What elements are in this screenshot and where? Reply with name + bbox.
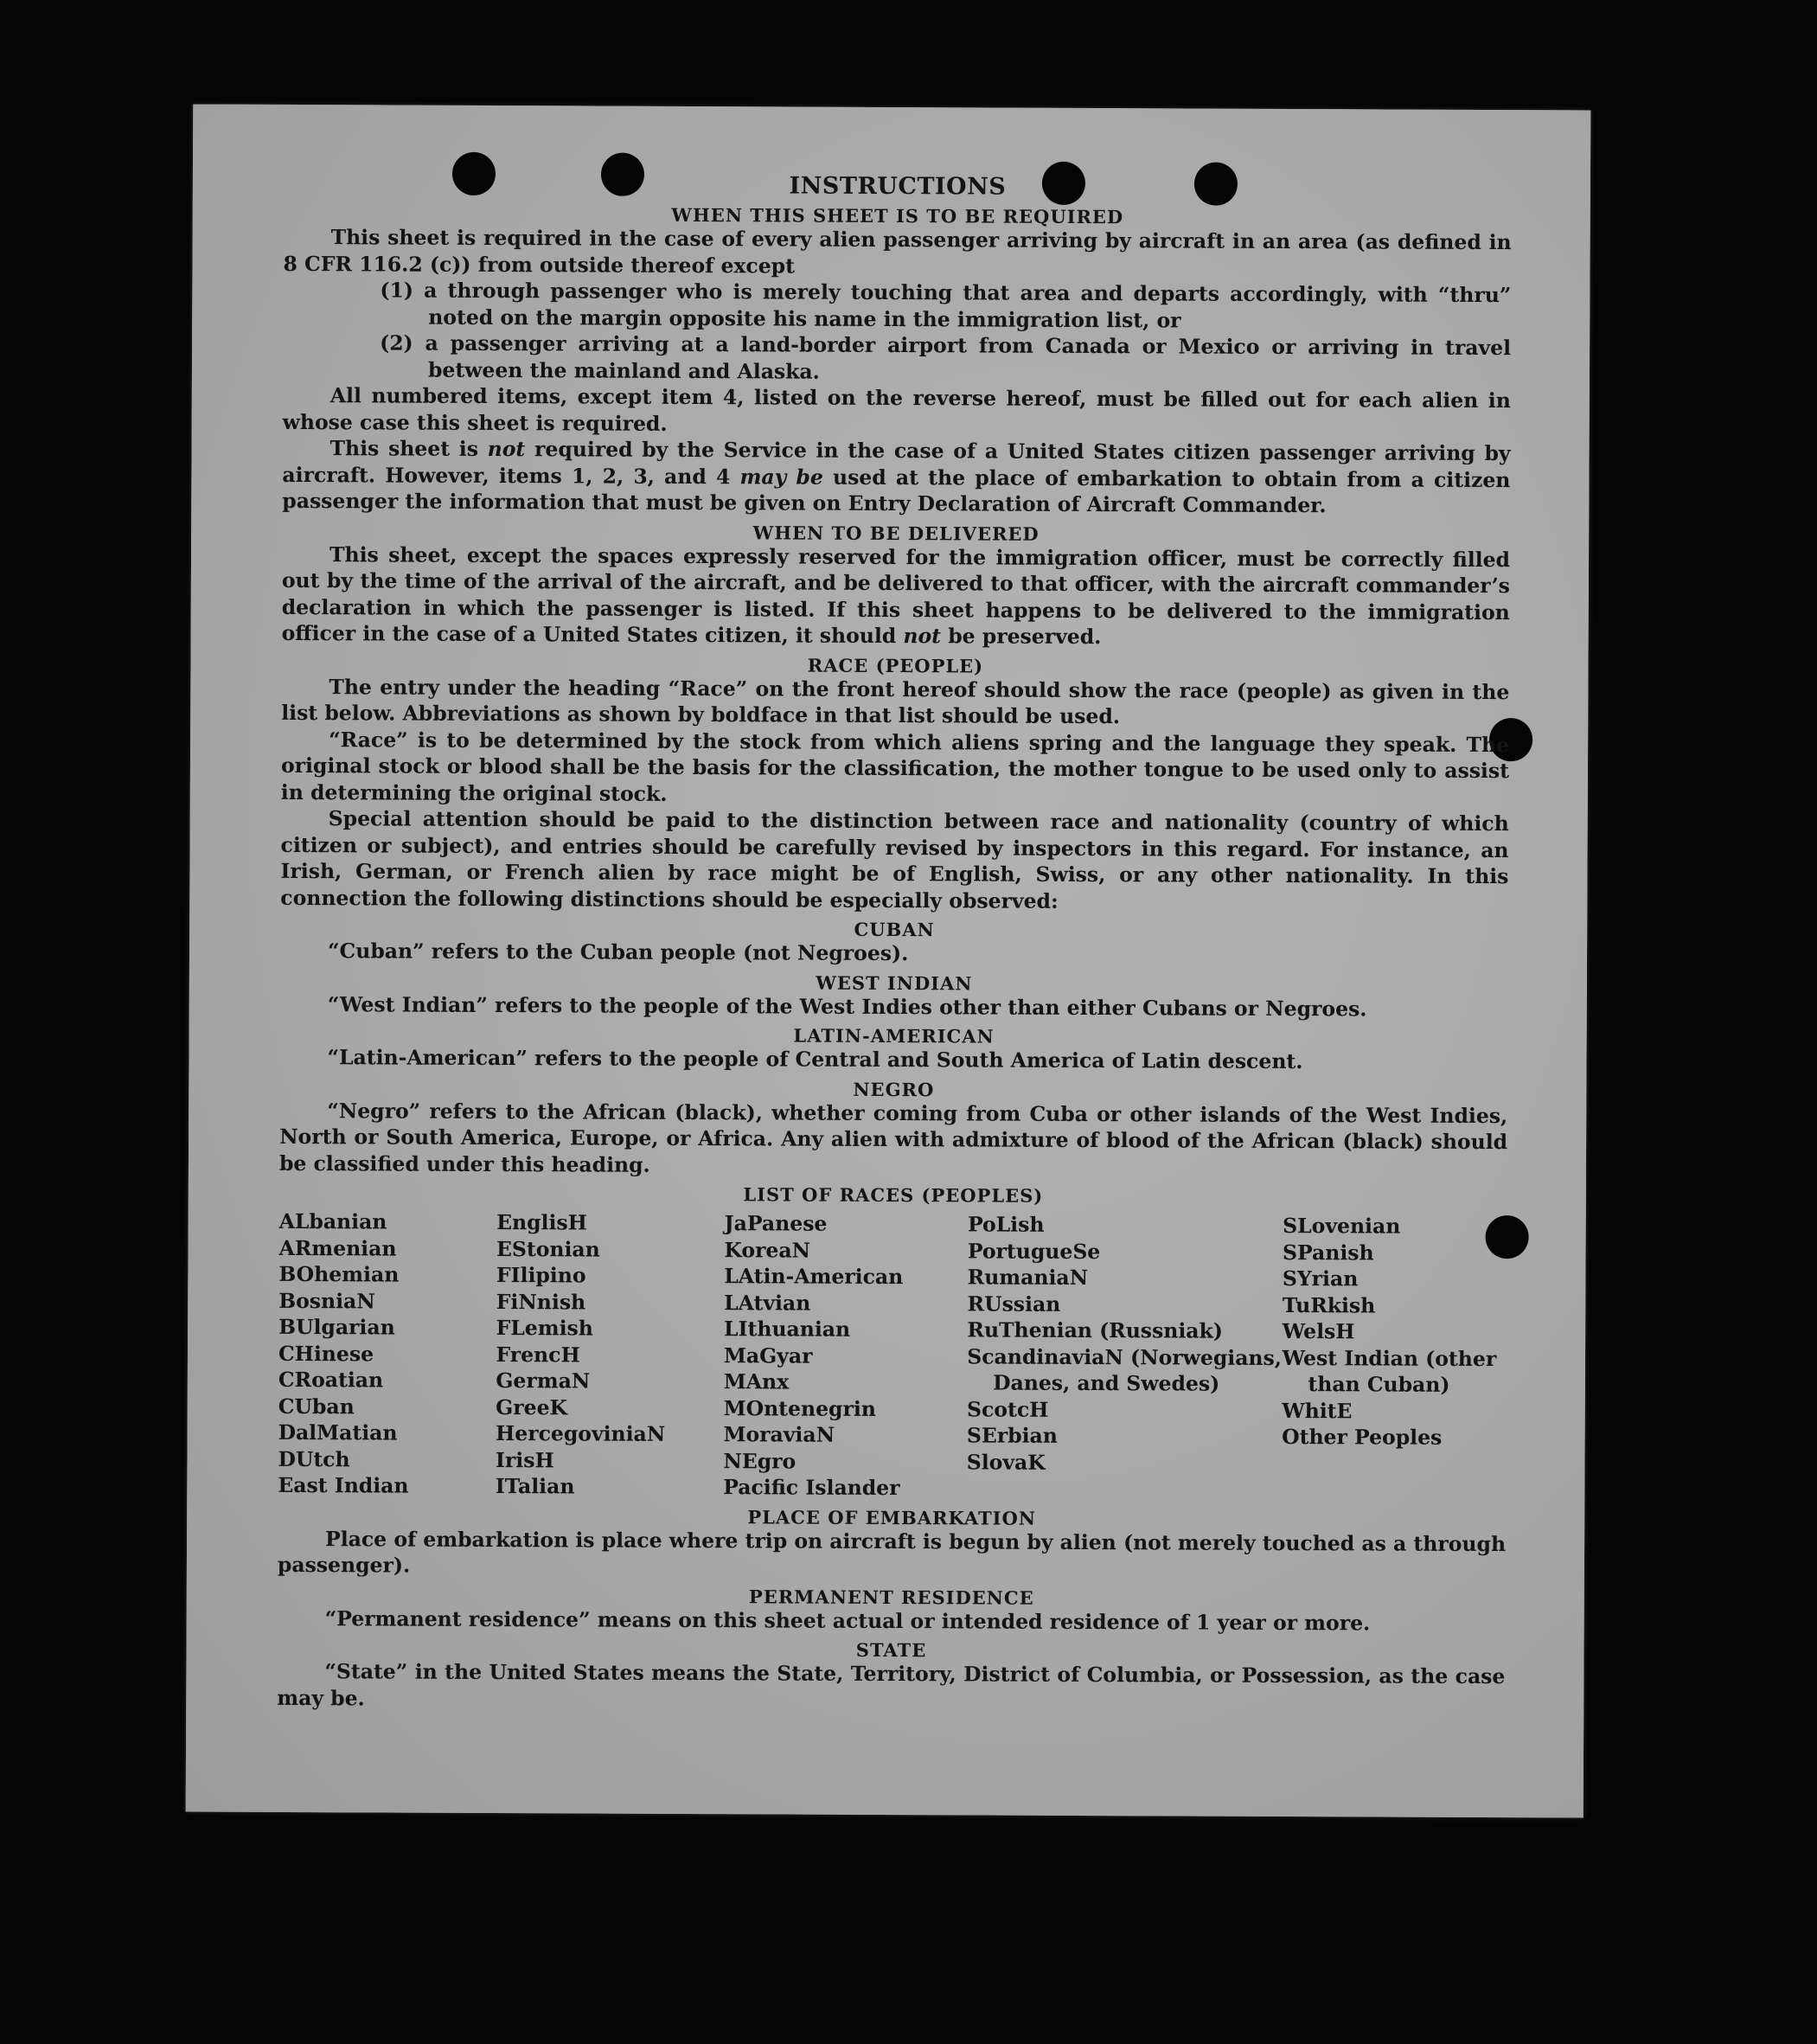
document-sheet xyxy=(186,104,1591,1817)
list-item: (2) a passenger arriving at a land-border airport from Canada or Mexico or arriving in travel between the mainland and Alaska. xyxy=(380,330,1512,384)
race-entry: DalMatian xyxy=(278,1419,398,1445)
races-column xyxy=(496,1209,725,1501)
race-entry: BosniaN xyxy=(278,1288,375,1313)
paragraph: “Race” is to be determined by the stock from which aliens spring and the language they speak. The original stock or blood shall be the basis for the classification, the mother tongue to be used only to assist in determining the original stock. xyxy=(280,727,1510,806)
race-entry: KoreaN xyxy=(724,1237,811,1263)
race-entry: IrisH xyxy=(495,1447,554,1472)
paragraph: “Latin-American” refers to the people of Central and South America of Latin descent. xyxy=(327,1045,1303,1074)
heading-when-required: WHEN THIS SHEET IS TO BE REQUIRED xyxy=(671,203,1124,228)
race-entry: HercegoviniaN xyxy=(496,1421,666,1446)
race-entry: GermaN xyxy=(496,1368,591,1394)
paragraph: “Permanent residence” means on this sheet actual or intended residence of 1 year or more. xyxy=(324,1605,1371,1635)
race-entry: DUtch xyxy=(278,1446,350,1471)
race-entry: WelsH xyxy=(1282,1318,1355,1344)
paragraph: “Cuban” refers to the Cuban people (not Negroes). xyxy=(327,939,909,966)
races-list xyxy=(278,1208,1507,1504)
races-column xyxy=(967,1211,1283,1503)
race-entry: EnglisH xyxy=(496,1210,587,1235)
paragraph: This sheet is not required by the Service in the case of a United States citizen passenger arriving by aircraft. However, items 1, 2, 3, and 4 may be used at the place of embarkation to obtain from a citizen passenger the information that must be given on Entry Declaration of Aircraft Commander. xyxy=(282,436,1511,518)
race-entry: ALbanian xyxy=(278,1208,387,1234)
race-entry: SlovaK xyxy=(966,1449,1046,1475)
race-entry: West Indian (other than Cuban) xyxy=(1282,1345,1497,1397)
race-entry: MOntenegrin xyxy=(723,1395,876,1421)
race-entry: PortugueSe xyxy=(967,1238,1101,1264)
race-entry: MaGyar xyxy=(723,1342,813,1368)
race-entry: FrencH xyxy=(496,1342,580,1367)
race-entry: CHinese xyxy=(278,1341,374,1366)
race-entry: MAnx xyxy=(723,1369,790,1394)
race-entry: BOhemian xyxy=(278,1261,400,1287)
race-entry: ScandinaviaN (Norwegians, Danes, and Swedes) xyxy=(967,1343,1283,1396)
race-entry: BUlgarian xyxy=(278,1314,395,1340)
list-item: (1) a through passenger who is merely touching that area and departs accordingly, with “thru” noted on the margin opposite his name in the immigration list, or xyxy=(380,278,1512,332)
heading-list-of-races: LIST OF RACES (PEOPLES) xyxy=(743,1183,1044,1207)
race-entry: Other Peoples xyxy=(1282,1424,1443,1450)
race-entry: SYrian xyxy=(1282,1265,1359,1291)
race-entry: Pacific Islander xyxy=(723,1475,900,1501)
paragraph: Special attention should be paid to the distinction between race and nationality (country of which citizen or subject), and entries should be carefully revised by inspectors in this regard. For instance, an Irish, German, or French alien by race might be of English, Swiss, or any other nationality. In this connection the following distinctions should be especially observed: xyxy=(280,806,1509,913)
race-entry: SPanish xyxy=(1283,1240,1374,1265)
paragraph: “State” in the United States means the State, Territory, District of Columbia, or Possession, as the case may be. xyxy=(277,1659,1506,1710)
paragraph: The entry under the heading “Race” on the front hereof should show the race (people) as given in the list below. Abbreviations as shown by boldface in that list should be used. xyxy=(281,674,1510,729)
heading-embarkation: PLACE OF EMBARKATION xyxy=(747,1505,1037,1529)
heading-negro: NEGRO xyxy=(853,1078,935,1100)
race-entry: JaPanese xyxy=(724,1211,828,1236)
race-entry: CUban xyxy=(278,1394,355,1419)
heading-permanent-residence: PERMANENT RESIDENCE xyxy=(748,1585,1034,1609)
heading-state: STATE xyxy=(855,1638,927,1662)
paragraph: This sheet, except the spaces expressly reserved for the immigration officer, must be correctly filled out by the time of the arrival of the aircraft, and be delivered to that officer, with the aircraft commander’s declaration in which the passenger is listed. If this sheet happens to be delivered to the immigration officer in the case of a United States citizen, it should not be preserved. xyxy=(281,541,1511,650)
race-entry: GreeK xyxy=(496,1394,568,1419)
race-entry: TuRkish xyxy=(1282,1292,1376,1317)
race-entry: ScotcH xyxy=(966,1396,1049,1422)
heading-race: RACE (PEOPLE) xyxy=(807,654,984,676)
races-column xyxy=(278,1208,496,1500)
paragraph: All numbered items, except item 4, listed on the reverse hereof, must be filled out for each alien in whose case this sheet is required. xyxy=(282,383,1511,436)
heading-latin-american: LATIN-AMERICAN xyxy=(793,1024,995,1048)
races-column xyxy=(1282,1213,1507,1504)
race-entry: ARmenian xyxy=(278,1235,397,1261)
race-entry: East Indian xyxy=(278,1472,409,1498)
paragraph: Place of embarkation is place where trip on aircraft is begun by alien (not merely touched as a through passenger). xyxy=(277,1526,1507,1578)
heading-west-indian: WEST INDIAN xyxy=(816,971,973,994)
race-entry: EStonian xyxy=(496,1236,600,1262)
race-entry: LAtvian xyxy=(724,1290,811,1316)
instructions-text xyxy=(277,170,1512,1716)
race-entry: ITalian xyxy=(495,1474,575,1499)
race-entry: SErbian xyxy=(966,1423,1058,1448)
race-entry: LAtin-American xyxy=(724,1264,904,1290)
heading-cuban: CUBAN xyxy=(854,918,935,941)
races-column xyxy=(723,1210,968,1502)
race-entry: PoLish xyxy=(967,1212,1045,1237)
paragraph: “West Indian” refers to the people of the West Indies other than either Cubans or Negroes. xyxy=(327,991,1367,1021)
race-entry: FLemish xyxy=(496,1316,593,1341)
race-entry: SLovenian xyxy=(1283,1213,1401,1239)
race-entry: MoraviaN xyxy=(723,1422,835,1447)
paragraph: This sheet is required in the case of every alien passenger arriving by aircraft in an area (as defined in 8 CFR 116.2 (c)) from outside thereof except xyxy=(283,225,1512,279)
race-entry: RUssian xyxy=(967,1291,1061,1317)
race-entry: WhitE xyxy=(1282,1398,1353,1423)
race-entry: CRoatian xyxy=(278,1367,384,1393)
race-entry: FIlipino xyxy=(496,1263,586,1288)
page-title: INSTRUCTIONS xyxy=(789,172,1007,201)
race-entry: RumaniaN xyxy=(967,1265,1089,1291)
heading-when-delivered: WHEN TO BE DELIVERED xyxy=(752,521,1040,545)
race-entry: FiNnish xyxy=(496,1289,586,1314)
paragraph: “Negro” refers to the African (black), whether coming from Cuba or other islands of the West Indies, North or South America, Europe, or Africa. Any alien with admixture of blood of the African (black) should be classified under this heading. xyxy=(278,1098,1508,1177)
race-entry: NEgro xyxy=(723,1448,797,1474)
race-entry: RuThenian (Russniak) xyxy=(967,1317,1223,1343)
race-entry: LIthuanian xyxy=(723,1317,851,1342)
